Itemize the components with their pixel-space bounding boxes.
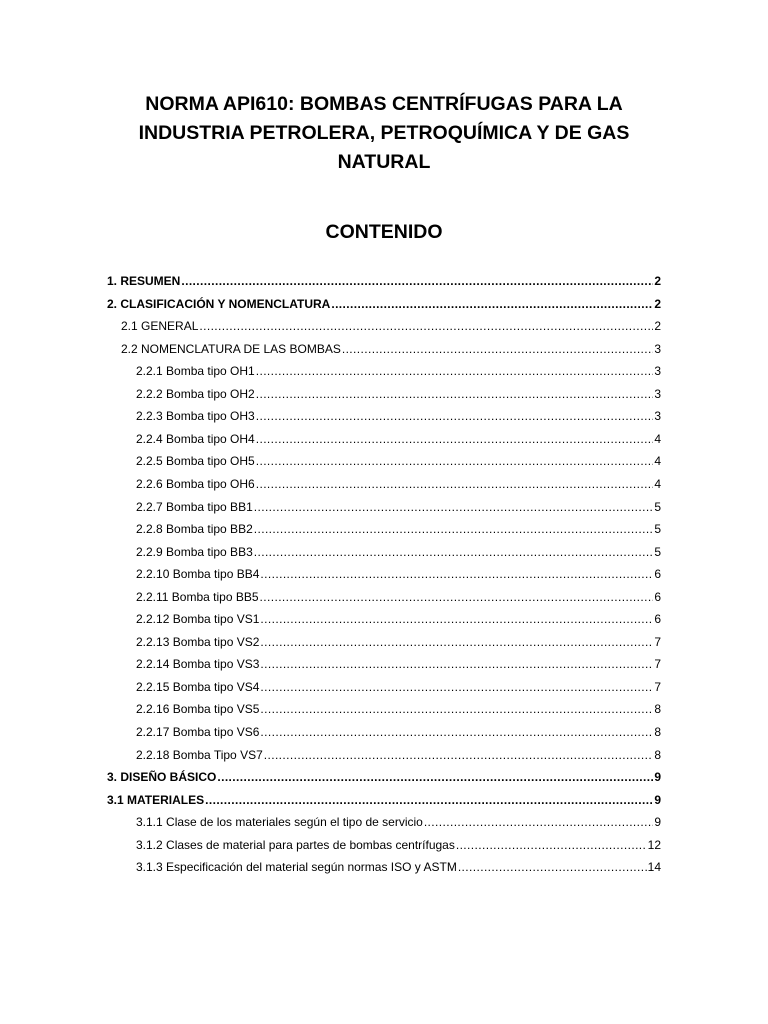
- toc-entry-label: 2.2.11 Bomba tipo BB5: [136, 589, 259, 604]
- toc-entry-label: 2.2.6 Bomba tipo OH6: [136, 476, 255, 491]
- toc-entry-label: 2.2.18 Bomba Tipo VS7: [136, 747, 263, 762]
- toc-entry-page-number: 3: [654, 364, 661, 379]
- toc-dot-leader: [260, 723, 653, 741]
- toc-entry[interactable]: [136, 407, 661, 425]
- toc-dot-leader: [256, 430, 654, 448]
- toc-entry-page-number: 14: [647, 860, 661, 875]
- toc-dot-leader: [260, 655, 653, 673]
- toc-dot-leader: [256, 475, 654, 493]
- toc-entry[interactable]: [136, 362, 661, 380]
- toc-entry-label: 3. DISEÑO BÁSICO: [107, 770, 217, 785]
- toc-dot-leader: [260, 588, 654, 606]
- toc-entry-page-number: 2: [654, 296, 661, 311]
- toc-dot-leader: [254, 543, 654, 561]
- toc-entry[interactable]: [136, 543, 661, 561]
- toc-entry-label: 2.2.10 Bomba tipo BB4: [136, 567, 260, 582]
- toc-dot-leader: [342, 340, 653, 358]
- toc-entry[interactable]: [136, 858, 661, 876]
- toc-dot-leader: [256, 362, 654, 380]
- toc-entry-page-number: 6: [654, 567, 661, 582]
- toc-entry[interactable]: [121, 340, 661, 358]
- toc-entry[interactable]: [107, 272, 661, 290]
- document-title-line: NORMA API610: BOMBAS CENTRÍFUGAS PARA LA: [145, 93, 623, 115]
- toc-entry-label: 2.2.5 Bomba tipo OH5: [136, 454, 255, 469]
- toc-entry[interactable]: [136, 588, 661, 606]
- toc-entry-label: 2.2 NOMENCLATURA DE LAS BOMBAS: [121, 341, 341, 356]
- toc-entry[interactable]: [136, 678, 661, 696]
- toc-dot-leader: [456, 836, 647, 854]
- toc-entry-page-number: 5: [654, 544, 661, 559]
- document-title-line: NATURAL: [337, 151, 431, 173]
- toc-entry-page-number: 8: [654, 747, 661, 762]
- toc-dot-leader: [217, 768, 653, 786]
- toc-entry-page-number: 3: [654, 386, 661, 401]
- toc-entry-label: 2.2.2 Bomba tipo OH2: [136, 386, 255, 401]
- toc-entry-label: 2. CLASIFICACIÓN Y NOMENCLATURA: [107, 296, 331, 311]
- toc-entry-label: 2.2.8 Bomba tipo BB2: [136, 522, 253, 537]
- toc-entry-page-number: 9: [654, 770, 661, 785]
- toc-entry-page-number: 5: [654, 499, 661, 514]
- toc-entry-label: 2.2.3 Bomba tipo OH3: [136, 409, 255, 424]
- toc-dot-leader: [181, 272, 653, 290]
- toc-entry-page-number: 8: [654, 702, 661, 717]
- toc-entry-label: 3.1.2 Clases de material para partes de bombas centrífugas: [136, 837, 455, 852]
- toc-entry[interactable]: [136, 565, 661, 583]
- toc-dot-leader: [260, 633, 653, 651]
- toc-entry-label: 3.1.3 Especificación del material según normas ISO y ASTM: [136, 860, 457, 875]
- toc-entry-page-number: 12: [647, 837, 661, 852]
- toc-dot-leader: [260, 565, 653, 583]
- toc-heading: CONTENIDO: [325, 221, 443, 243]
- toc-entry-page-number: 7: [654, 634, 661, 649]
- toc-entry-page-number: 4: [654, 431, 661, 446]
- toc-dot-leader: [260, 610, 653, 628]
- toc-entry-label: 2.2.17 Bomba tipo VS6: [136, 725, 260, 739]
- toc-entry[interactable]: [136, 813, 661, 831]
- toc-entry-label: 2.2.4 Bomba tipo OH4: [136, 431, 255, 446]
- toc-entry[interactable]: [136, 655, 661, 673]
- toc-entry[interactable]: [136, 836, 661, 854]
- toc-dot-leader: [256, 407, 654, 425]
- toc-entry-page-number: 9: [654, 792, 661, 807]
- toc-entry-label: 2.2.1 Bomba tipo OH1: [136, 364, 255, 379]
- toc-entry-page-number: 4: [654, 454, 661, 469]
- toc-entry-page-number: 5: [654, 522, 661, 537]
- toc-entry-label: 2.2.14 Bomba tipo VS3: [136, 657, 260, 672]
- toc-entry[interactable]: [107, 791, 661, 809]
- toc-entry-label: 1. RESUMEN: [107, 274, 181, 288]
- toc-entry[interactable]: [136, 430, 661, 448]
- toc-entry[interactable]: [136, 746, 661, 764]
- toc-entry-page-number: 6: [654, 612, 661, 627]
- toc-entry[interactable]: [121, 317, 661, 335]
- toc-entry[interactable]: [136, 475, 661, 493]
- document-title: [100, 90, 668, 177]
- toc-entry-page-number: 9: [654, 815, 661, 830]
- toc-dot-leader: [256, 452, 654, 470]
- toc-entry[interactable]: [136, 700, 661, 718]
- toc-entry-label: 2.2.7 Bomba tipo BB1: [136, 499, 253, 514]
- toc-entry-label: 2.2.9 Bomba tipo BB3: [136, 544, 253, 559]
- toc-entry-label: 2.2.16 Bomba tipo VS5: [136, 702, 260, 717]
- toc-entry[interactable]: [107, 768, 661, 786]
- toc-dot-leader: [256, 385, 654, 403]
- toc-entry-page-number: 7: [654, 657, 661, 672]
- toc-entry-page-number: 3: [654, 341, 661, 356]
- toc-entry[interactable]: [136, 610, 661, 628]
- toc-dot-leader: [199, 317, 653, 335]
- toc-dot-leader: [331, 295, 653, 313]
- toc-entry[interactable]: [136, 633, 661, 651]
- toc-entry-page-number: 6: [654, 589, 661, 604]
- toc-entry-page-number: 2: [654, 319, 661, 334]
- toc-dot-leader: [260, 678, 653, 696]
- toc-entry[interactable]: [136, 498, 661, 516]
- toc-dot-leader: [254, 520, 654, 538]
- toc-dot-leader: [458, 858, 647, 876]
- toc-entry[interactable]: [136, 723, 661, 741]
- toc-entry-page-number: 2: [654, 274, 661, 288]
- toc-dot-leader: [254, 498, 654, 516]
- toc-entry-label: 2.1 GENERAL: [121, 319, 199, 334]
- toc-entry[interactable]: [136, 452, 661, 470]
- toc-entry-page-number: 4: [654, 476, 661, 491]
- toc-dot-leader: [260, 700, 653, 718]
- toc-entry-page-number: 3: [654, 409, 661, 424]
- toc-entry-label: 3.1.1 Clase de los materiales según el tipo de servicio: [136, 815, 423, 830]
- toc-entry-label: 2.2.13 Bomba tipo VS2: [136, 634, 260, 649]
- toc-entry[interactable]: [136, 520, 661, 538]
- document-title-line: INDUSTRIA PETROLERA, PETROQUÍMICA Y DE GAS: [138, 122, 630, 144]
- toc-entry-page-number: 8: [654, 725, 661, 739]
- toc-entry[interactable]: [136, 385, 661, 403]
- toc-entry-label: 3.1 MATERIALES: [107, 792, 205, 807]
- toc-dot-leader: [424, 813, 653, 831]
- toc-entry-label: 2.2.12 Bomba tipo VS1: [136, 612, 260, 627]
- toc-entry-page-number: 7: [654, 679, 661, 694]
- toc-entry-label: 2.2.15 Bomba tipo VS4: [136, 679, 260, 694]
- toc-dot-leader: [264, 746, 654, 764]
- toc-dot-leader: [205, 791, 653, 809]
- toc-entry[interactable]: [107, 295, 661, 313]
